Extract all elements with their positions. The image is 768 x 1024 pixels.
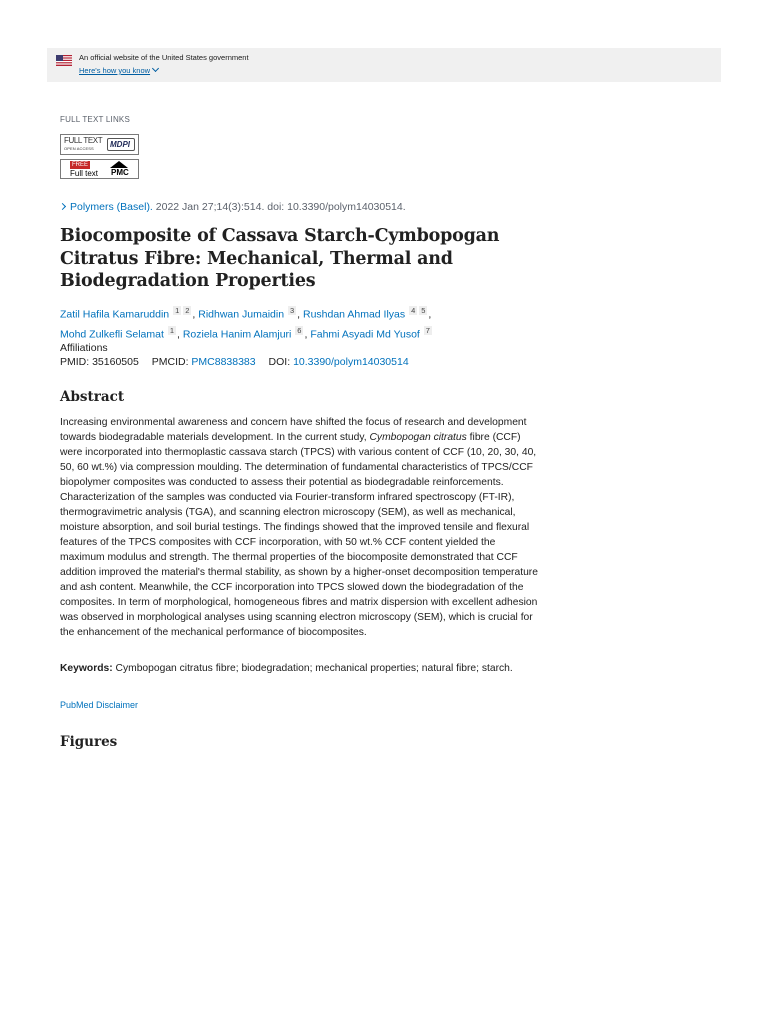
affiliation-ref[interactable]: 3 — [289, 306, 295, 315]
affiliation-ref[interactable]: 4 — [411, 306, 416, 315]
pmc-full-text-link[interactable] — [60, 159, 139, 179]
abstract-part-2: fibre (CCF) were incorporated into thermoplastic cassava starch (TPCS) with various content of CCF (10, 20, 30, 40, 50, 60 wt.%) via compression moulding. The determination of fundamental characteristics of TPCS/CCF biopolymer composites was conducted to assess their potential as biodegradable reinforcements. Characterization of the samples was conducted via Fourier-transform infrared spectroscopy (FT-IR), thermogravimetric analysis (TGA), and scanning electron microscopy (SEM), as well as mechanical, moisture absorption, and soil burial testings. The findings showed that the improved tensile and flexural features of the TPCS composites with CCF incorporation, with 50 wt.% CCF content yielded the maximum modulus and strength. The thermal properties of the biocomposite demonstrated that CCF addition improved the material's thermal stability, as shown by a higher-onset decomposition temperature and ash content. Meanwhile, the CCF incorporation into TPCS slowed down the biodegradation of the composites. In term of morphological, homogeneous fibres and matrix dispersion with excellent adhesion was observed in morphological analyses using scanning electron microscopy (SEM), which is crucial for the enhancement of the mechanical performance of biocomposites. — [60, 432, 538, 638]
affiliations-toggle[interactable]: Affiliations — [60, 342, 108, 354]
keywords-label: Keywords: — [60, 663, 113, 674]
pmcid-link[interactable]: PMC8838383 — [191, 356, 256, 368]
abstract-text — [60, 415, 540, 640]
pmc-brand: PMC — [111, 168, 129, 177]
mdpi-logo — [107, 138, 135, 151]
pubmed-disclaimer-link[interactable]: PubMed Disclaimer — [60, 700, 139, 710]
journal-link[interactable]: Polymers (Basel). — [70, 201, 153, 213]
free-badge: FREE — [72, 162, 89, 168]
author-link[interactable]: Fahmi Asyadi Md Yusof — [310, 328, 420, 340]
article-identifiers — [60, 356, 409, 368]
keywords — [60, 661, 530, 676]
author-link[interactable]: Ridhwan Jumaidin — [198, 308, 285, 321]
doi-label: DOI: — [268, 356, 291, 368]
citation-details: 2022 Jan 27;14(3):514. doi: 10.3390/polym14030514. — [155, 201, 406, 213]
article-title: Biocomposite of Cassava Starch-Cymbopogan Citratus Fibre: Mechanical, Thermal and Biodegradation Properties — [60, 226, 500, 291]
gov-banner — [47, 48, 721, 82]
pmid-value: 35160505 — [92, 356, 139, 368]
banner-text: An official website of the United States government — [79, 53, 249, 62]
chevron-right-icon[interactable] — [59, 203, 66, 210]
affiliation-ref[interactable]: 6 — [297, 325, 302, 335]
full-text-links-label: FULL TEXT LINKS — [60, 115, 130, 124]
affiliation-ref[interactable]: 1 — [175, 306, 180, 315]
affiliation-ref[interactable]: 7 — [425, 325, 430, 335]
pmid-label: PMID: — [60, 356, 90, 368]
mdpi-brand: MDPI — [110, 140, 130, 149]
author-link[interactable]: Mohd Zulkefli Selamat — [60, 328, 164, 340]
abstract-heading: Abstract — [60, 389, 125, 405]
banner-link-label: Here's how you know — [79, 66, 151, 75]
abstract-part-1: Increasing environmental awareness and concern have shifted the focus of research and development towards biodegradable materials development. In the current study, — [60, 417, 527, 443]
figures-heading: Figures — [60, 734, 118, 750]
author-link[interactable]: Zatil Hafila Kamaruddin — [60, 308, 170, 321]
us-flag-icon — [56, 55, 72, 66]
doi-link[interactable]: 10.3390/polym14030514 — [293, 356, 409, 368]
author-link[interactable]: Rushdan Ahmad Ilyas — [302, 308, 406, 321]
abstract-species: Cymbopogan citratus — [369, 432, 467, 443]
pmc-logo-icon — [109, 161, 129, 168]
affiliation-ref[interactable]: 5 — [421, 306, 426, 315]
pmc-full-text-label: Full text — [70, 169, 99, 178]
mdpi-open-access-label: OPEN ACCESS — [64, 146, 94, 151]
citation-line — [60, 201, 406, 213]
mdpi-full-text-label: FULL TEXT — [64, 136, 103, 145]
chevron-down-icon — [152, 65, 159, 72]
author-list: Zatil Hafila Kamaruddin $^1$ $^2$ , Ridhwan Jumaidin $^3$ , Rushdan Ahmad Ilyas $^4$ $^5$ , Mohd Zulkefli Selamat $^1$ , Roziela Hanim Alamjuri $^6$ , Fahmi Asyadi Md Yusof $^7$ — [60, 306, 432, 340]
mdpi-full-text-link[interactable] — [60, 134, 139, 155]
author-link[interactable]: Roziela Hanim Alamjuri — [182, 328, 292, 340]
heres-how-you-know-link[interactable] — [79, 66, 158, 75]
affiliation-ref[interactable]: 2 — [185, 306, 190, 315]
pmcid-label: PMCID: — [151, 356, 189, 368]
affiliation-ref[interactable]: 1 — [169, 325, 174, 335]
keywords-list: Cymbopogan citratus fibre; biodegradation; mechanical properties; natural fibre; starch. — [115, 663, 513, 674]
